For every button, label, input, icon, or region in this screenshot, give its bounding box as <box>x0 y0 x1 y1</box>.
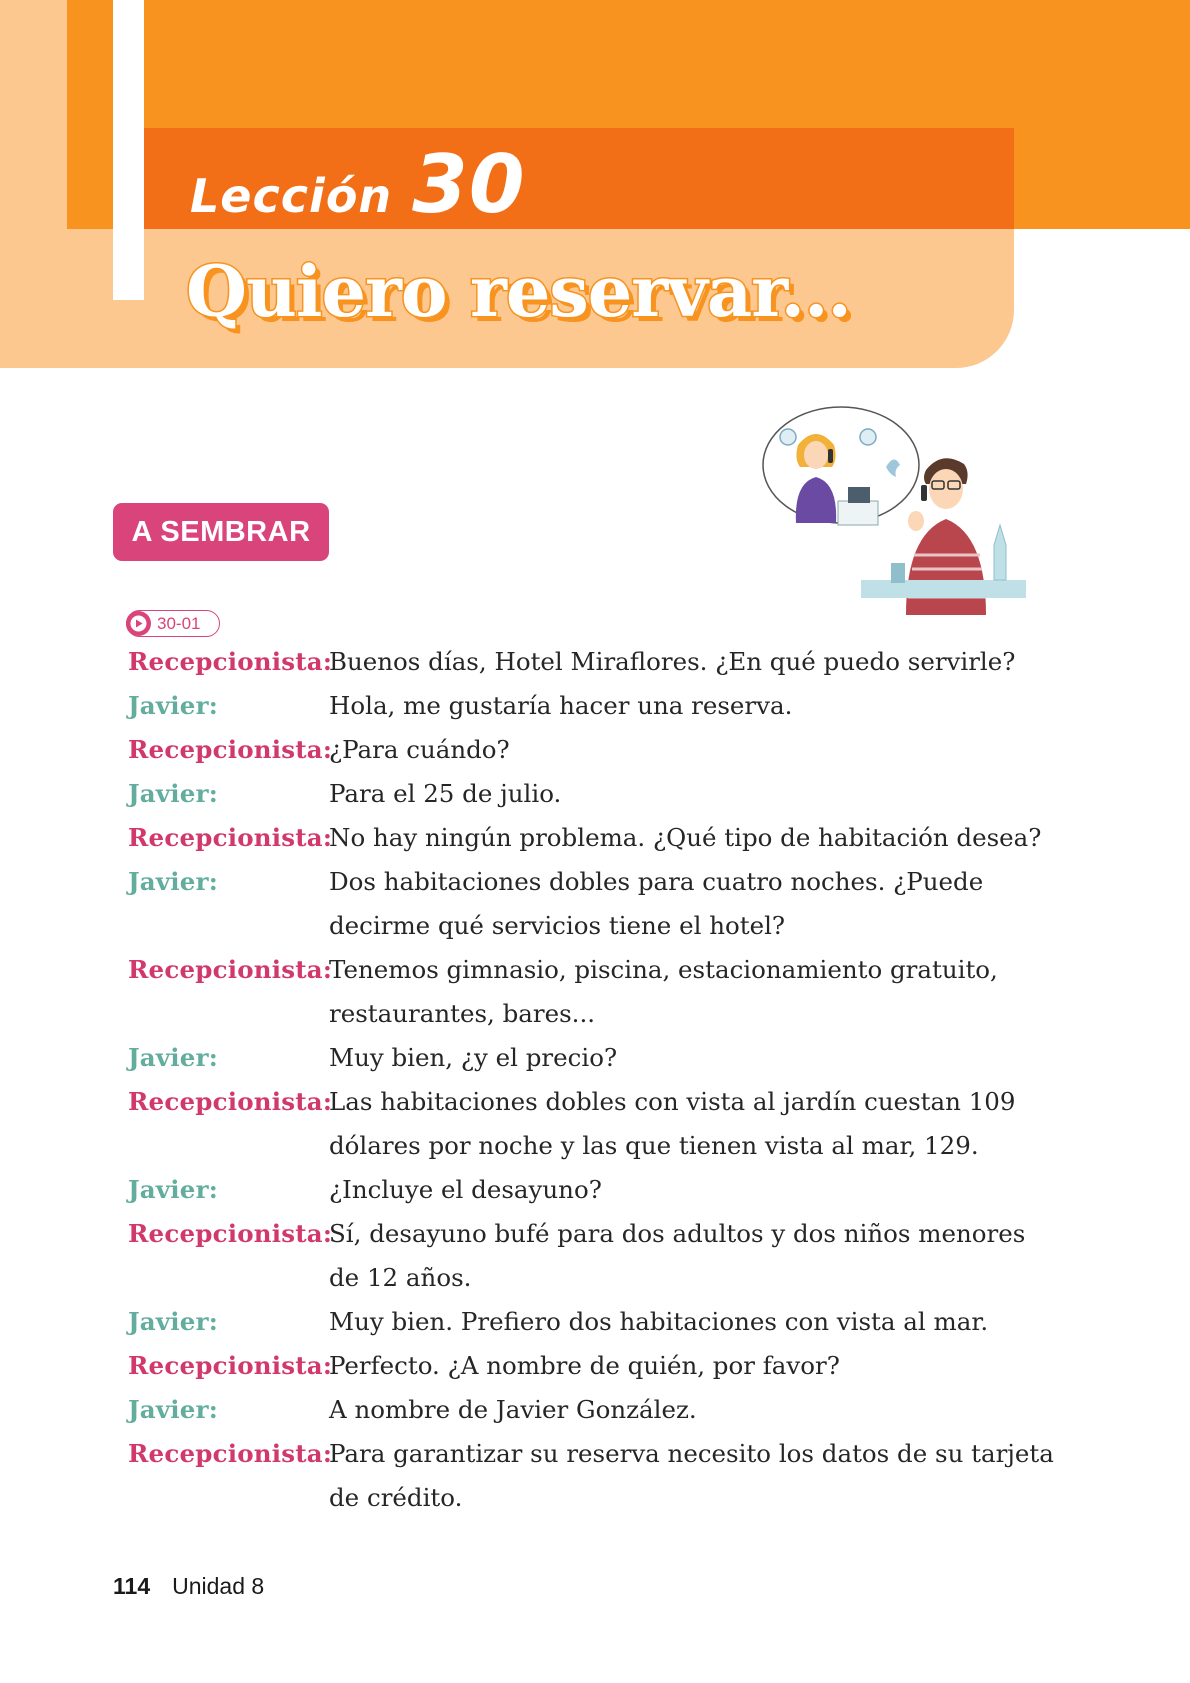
speaker-label: Javier: <box>128 691 218 720</box>
speaker-label: Recepcionista: <box>128 1219 333 1248</box>
dialogue-text: No hay ningún problema. ¿Qué tipo de habitación desea? <box>329 823 1042 852</box>
speaker-label: Javier: <box>128 779 218 808</box>
dialogue-line <box>128 684 1058 728</box>
speaker-label: Recepcionista: <box>128 1351 333 1380</box>
speaker-label: Javier: <box>128 1175 218 1204</box>
page-title: Quiero reservar... <box>186 250 851 333</box>
page-number: 114 <box>113 1573 151 1599</box>
play-icon <box>126 611 151 636</box>
speaker-label: Recepcionista: <box>128 1087 333 1116</box>
dialogue-text: ¿Para cuándo? <box>329 735 510 764</box>
dialogue-text: Las habitaciones dobles con vista al jardín cuestan 109 dólares por noche y las que tienen vista al mar, 129. <box>329 1087 1016 1160</box>
dialogue-line <box>128 1300 1058 1344</box>
section-label: A SEMBRAR <box>113 503 329 561</box>
dialogue-text: Para el 25 de julio. <box>329 779 562 808</box>
dialogue-line <box>128 1168 1058 1212</box>
dialogue-line <box>128 772 1058 816</box>
dialogue-line <box>128 640 1058 684</box>
dialogue-line <box>128 1212 1058 1300</box>
speaker-label: Recepcionista: <box>128 647 333 676</box>
lesson-heading <box>190 138 526 231</box>
unit-label: Unidad 8 <box>172 1573 265 1599</box>
speaker-label: Javier: <box>128 867 218 896</box>
dialogue-text: Muy bien. Prefiero dos habitaciones con vista al mar. <box>329 1307 989 1336</box>
dialogue-text: Hola, me gustaría hacer una reserva. <box>329 691 793 720</box>
audio-track-label: 30-01 <box>157 613 201 633</box>
audio-track-button[interactable] <box>126 610 220 637</box>
dialogue-line <box>128 1080 1058 1168</box>
dialogue-text: Buenos días, Hotel Miraflores. ¿En qué puedo servirle? <box>329 647 1016 676</box>
dialogue-line <box>128 1432 1058 1520</box>
phone-call-illustration <box>756 405 1026 615</box>
play-icon-glyph <box>126 611 151 636</box>
dialogue-text: Muy bien, ¿y el precio? <box>329 1043 618 1072</box>
dialogue-line <box>128 816 1058 860</box>
dialogue-line <box>128 1344 1058 1388</box>
speaker-label: Javier: <box>128 1043 218 1072</box>
header-accent-bar <box>113 0 144 300</box>
speaker-label: Recepcionista: <box>128 1439 333 1468</box>
dialogue-text: Dos habitaciones dobles para cuatro noches. ¿Puede decirme qué servicios tiene el hotel? <box>329 867 984 940</box>
dialogue-line <box>128 948 1058 1036</box>
speaker-label: Javier: <box>128 1307 218 1336</box>
dialogue-text: ¿Incluye el desayuno? <box>329 1175 602 1204</box>
page-footer <box>113 1573 264 1600</box>
lesson-word: Lección <box>190 169 393 223</box>
speaker-label: Javier: <box>128 1395 218 1424</box>
dialogue-text: Para garantizar su reserva necesito los datos de su tarjeta de crédito. <box>329 1439 1054 1512</box>
speaker-label: Recepcionista: <box>128 823 333 852</box>
dialogue-text: Tenemos gimnasio, piscina, estacionamiento gratuito, restaurantes, bares... <box>329 955 998 1028</box>
dialogue-text: Perfecto. ¿A nombre de quién, por favor? <box>329 1351 840 1380</box>
dialogue-line <box>128 860 1058 948</box>
dialogue-text: A nombre de Javier González. <box>329 1395 697 1424</box>
dialogue-line <box>128 728 1058 772</box>
dialogue-text: Sí, desayuno bufé para dos adultos y dos niños menores de 12 años. <box>329 1219 1026 1292</box>
dialogue-line <box>128 1388 1058 1432</box>
lesson-number: 30 <box>412 138 526 231</box>
dialogue <box>128 640 1058 1520</box>
speaker-label: Recepcionista: <box>128 955 333 984</box>
speaker-label: Recepcionista: <box>128 735 333 764</box>
dialogue-line <box>128 1036 1058 1080</box>
